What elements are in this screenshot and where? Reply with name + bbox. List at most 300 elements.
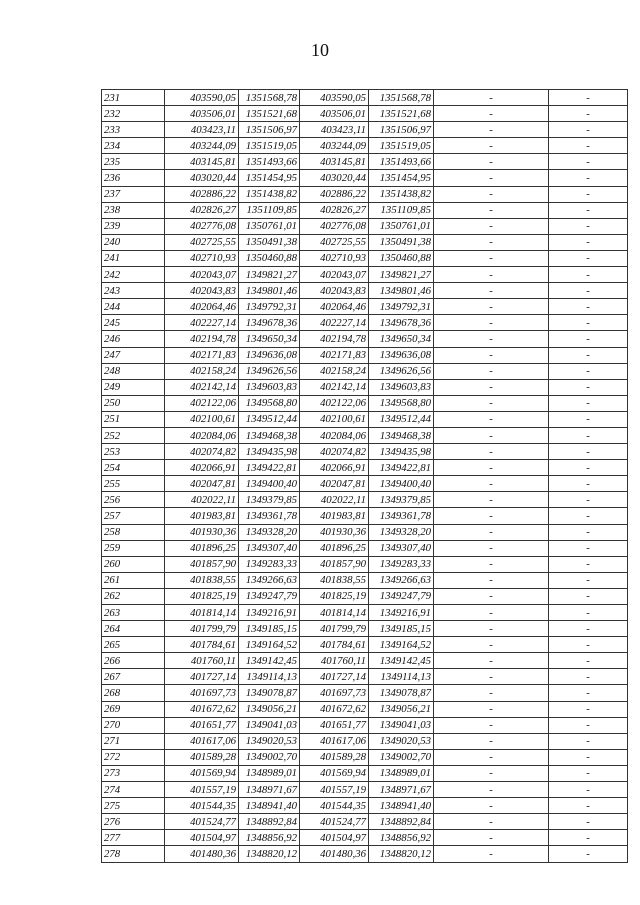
x-coordinate-alt-cell: 402194,78	[300, 331, 369, 347]
blank-cell-2: -	[549, 202, 628, 218]
y-coordinate-cell: 1351568,78	[239, 90, 300, 106]
x-coordinate-alt-cell: 403020,44	[300, 170, 369, 186]
blank-cell-2: -	[549, 782, 628, 798]
blank-cell-1: -	[434, 572, 549, 588]
x-coordinate-alt-cell: 401857,90	[300, 556, 369, 572]
point-number-cell: 242	[102, 267, 165, 283]
x-coordinate-alt-cell: 402171,83	[300, 347, 369, 363]
y-coordinate-cell: 1349512,44	[239, 411, 300, 427]
blank-cell-1: -	[434, 637, 549, 653]
x-coordinate-alt-cell: 401983,81	[300, 508, 369, 524]
blank-cell-2: -	[549, 540, 628, 556]
y-coordinate-cell: 1349400,40	[239, 476, 300, 492]
blank-cell-1: -	[434, 588, 549, 604]
blank-cell-1: -	[434, 605, 549, 621]
x-coordinate-alt-cell: 402826,27	[300, 202, 369, 218]
table-row	[102, 379, 628, 395]
point-number-cell: 278	[102, 846, 165, 862]
y-coordinate-cell: 1348892,84	[239, 814, 300, 830]
y-coordinate-alt-cell: 1349020,53	[369, 733, 434, 749]
blank-cell-1: -	[434, 283, 549, 299]
blank-cell-1: -	[434, 186, 549, 202]
point-number-cell: 245	[102, 315, 165, 331]
x-coordinate-alt-cell: 402047,81	[300, 476, 369, 492]
y-coordinate-alt-cell: 1349468,38	[369, 427, 434, 443]
point-number-cell: 263	[102, 605, 165, 621]
blank-cell-2: -	[549, 331, 628, 347]
table-row	[102, 621, 628, 637]
x-coordinate-cell: 402122,06	[165, 395, 239, 411]
table-row	[102, 411, 628, 427]
table-row	[102, 476, 628, 492]
blank-cell-1: -	[434, 814, 549, 830]
point-number-cell: 235	[102, 154, 165, 170]
blank-cell-2: -	[549, 234, 628, 250]
x-coordinate-cell: 401504,97	[165, 830, 239, 846]
x-coordinate-cell: 402047,81	[165, 476, 239, 492]
table-row	[102, 395, 628, 411]
y-coordinate-cell: 1349361,78	[239, 508, 300, 524]
blank-cell-2: -	[549, 363, 628, 379]
y-coordinate-alt-cell: 1349283,33	[369, 556, 434, 572]
x-coordinate-cell: 403244,09	[165, 138, 239, 154]
point-number-cell: 234	[102, 138, 165, 154]
x-coordinate-cell: 402158,24	[165, 363, 239, 379]
blank-cell-1: -	[434, 701, 549, 717]
point-number-cell: 246	[102, 331, 165, 347]
blank-cell-2: -	[549, 476, 628, 492]
table-row	[102, 508, 628, 524]
blank-cell-2: -	[549, 250, 628, 266]
y-coordinate-cell: 1349142,45	[239, 653, 300, 669]
blank-cell-2: -	[549, 572, 628, 588]
page-number: 10	[311, 40, 329, 60]
y-coordinate-alt-cell: 1349603,83	[369, 379, 434, 395]
table-row	[102, 186, 628, 202]
x-coordinate-alt-cell: 402122,06	[300, 395, 369, 411]
table-row	[102, 814, 628, 830]
blank-cell-1: -	[434, 444, 549, 460]
y-coordinate-alt-cell: 1349328,20	[369, 524, 434, 540]
blank-cell-2: -	[549, 749, 628, 765]
y-coordinate-alt-cell: 1348971,67	[369, 782, 434, 798]
y-coordinate-cell: 1349056,21	[239, 701, 300, 717]
x-coordinate-cell: 402084,06	[165, 427, 239, 443]
blank-cell-2: -	[549, 106, 628, 122]
y-coordinate-cell: 1350761,01	[239, 218, 300, 234]
table-row	[102, 782, 628, 798]
x-coordinate-alt-cell: 401672,62	[300, 701, 369, 717]
x-coordinate-alt-cell: 402227,14	[300, 315, 369, 331]
x-coordinate-alt-cell: 401930,36	[300, 524, 369, 540]
y-coordinate-cell: 1349164,52	[239, 637, 300, 653]
point-number-cell: 264	[102, 621, 165, 637]
x-coordinate-cell: 402710,93	[165, 250, 239, 266]
point-number-cell: 248	[102, 363, 165, 379]
y-coordinate-cell: 1349568,80	[239, 395, 300, 411]
blank-cell-2: -	[549, 653, 628, 669]
x-coordinate-cell: 402142,14	[165, 379, 239, 395]
point-number-cell: 266	[102, 653, 165, 669]
table-row	[102, 154, 628, 170]
y-coordinate-alt-cell: 1351519,05	[369, 138, 434, 154]
blank-cell-1: -	[434, 476, 549, 492]
y-coordinate-alt-cell: 1349636,08	[369, 347, 434, 363]
x-coordinate-cell: 403506,01	[165, 106, 239, 122]
y-coordinate-cell: 1349435,98	[239, 444, 300, 460]
blank-cell-2: -	[549, 669, 628, 685]
blank-cell-1: -	[434, 234, 549, 250]
x-coordinate-cell: 401697,73	[165, 685, 239, 701]
blank-cell-1: -	[434, 138, 549, 154]
point-number-cell: 254	[102, 460, 165, 476]
blank-cell-1: -	[434, 717, 549, 733]
blank-cell-2: -	[549, 701, 628, 717]
table-row	[102, 556, 628, 572]
table-row	[102, 427, 628, 443]
x-coordinate-cell: 402064,46	[165, 299, 239, 315]
blank-cell-2: -	[549, 315, 628, 331]
blank-cell-2: -	[549, 170, 628, 186]
point-number-cell: 277	[102, 830, 165, 846]
x-coordinate-cell: 401524,77	[165, 814, 239, 830]
y-coordinate-alt-cell: 1349185,15	[369, 621, 434, 637]
x-coordinate-cell: 403145,81	[165, 154, 239, 170]
point-number-cell: 267	[102, 669, 165, 685]
x-coordinate-cell: 401557,19	[165, 782, 239, 798]
table-row	[102, 653, 628, 669]
blank-cell-1: -	[434, 765, 549, 781]
point-number-cell: 268	[102, 685, 165, 701]
blank-cell-2: -	[549, 765, 628, 781]
x-coordinate-alt-cell: 402158,24	[300, 363, 369, 379]
y-coordinate-cell: 1349266,63	[239, 572, 300, 588]
x-coordinate-cell: 401838,55	[165, 572, 239, 588]
blank-cell-2: -	[549, 460, 628, 476]
table-row	[102, 749, 628, 765]
x-coordinate-alt-cell: 402043,07	[300, 267, 369, 283]
x-coordinate-alt-cell: 402100,61	[300, 411, 369, 427]
point-number-cell: 238	[102, 202, 165, 218]
y-coordinate-alt-cell: 1349512,44	[369, 411, 434, 427]
blank-cell-2: -	[549, 830, 628, 846]
blank-cell-1: -	[434, 170, 549, 186]
blank-cell-2: -	[549, 218, 628, 234]
point-number-cell: 260	[102, 556, 165, 572]
y-coordinate-cell: 1349216,91	[239, 605, 300, 621]
y-coordinate-alt-cell: 1349792,31	[369, 299, 434, 315]
blank-cell-2: -	[549, 717, 628, 733]
x-coordinate-alt-cell: 403145,81	[300, 154, 369, 170]
x-coordinate-cell: 402066,91	[165, 460, 239, 476]
table-row	[102, 830, 628, 846]
y-coordinate-alt-cell: 1349801,46	[369, 283, 434, 299]
point-number-cell: 261	[102, 572, 165, 588]
blank-cell-1: -	[434, 154, 549, 170]
y-coordinate-cell: 1348971,67	[239, 782, 300, 798]
table-row	[102, 669, 628, 685]
blank-cell-1: -	[434, 315, 549, 331]
point-number-cell: 250	[102, 395, 165, 411]
x-coordinate-alt-cell: 401480,36	[300, 846, 369, 862]
point-number-cell: 272	[102, 749, 165, 765]
x-coordinate-alt-cell: 401569,94	[300, 765, 369, 781]
y-coordinate-cell: 1349328,20	[239, 524, 300, 540]
y-coordinate-alt-cell: 1351568,78	[369, 90, 434, 106]
table-row	[102, 637, 628, 653]
x-coordinate-alt-cell: 401557,19	[300, 782, 369, 798]
y-coordinate-alt-cell: 1349307,40	[369, 540, 434, 556]
table-row	[102, 798, 628, 814]
table-row	[102, 701, 628, 717]
table-row	[102, 846, 628, 862]
x-coordinate-alt-cell: 403590,05	[300, 90, 369, 106]
x-coordinate-alt-cell: 403423,11	[300, 122, 369, 138]
point-number-cell: 247	[102, 347, 165, 363]
y-coordinate-cell: 1351506,97	[239, 122, 300, 138]
x-coordinate-cell: 401930,36	[165, 524, 239, 540]
y-coordinate-cell: 1349636,08	[239, 347, 300, 363]
y-coordinate-cell: 1349468,38	[239, 427, 300, 443]
x-coordinate-cell: 402100,61	[165, 411, 239, 427]
x-coordinate-alt-cell: 401760,11	[300, 653, 369, 669]
y-coordinate-cell: 1350460,88	[239, 250, 300, 266]
y-coordinate-cell: 1349002,70	[239, 749, 300, 765]
y-coordinate-alt-cell: 1349361,78	[369, 508, 434, 524]
table-row	[102, 347, 628, 363]
y-coordinate-alt-cell: 1349379,85	[369, 492, 434, 508]
y-coordinate-alt-cell: 1349247,79	[369, 588, 434, 604]
x-coordinate-alt-cell: 402074,82	[300, 444, 369, 460]
x-coordinate-alt-cell: 401896,25	[300, 540, 369, 556]
x-coordinate-alt-cell: 401504,97	[300, 830, 369, 846]
blank-cell-1: -	[434, 250, 549, 266]
point-number-cell: 240	[102, 234, 165, 250]
point-number-cell: 256	[102, 492, 165, 508]
point-number-cell: 274	[102, 782, 165, 798]
y-coordinate-cell: 1349650,34	[239, 331, 300, 347]
x-coordinate-cell: 401825,19	[165, 588, 239, 604]
point-number-cell: 243	[102, 283, 165, 299]
point-number-cell: 259	[102, 540, 165, 556]
y-coordinate-cell: 1349078,87	[239, 685, 300, 701]
blank-cell-1: -	[434, 508, 549, 524]
blank-cell-2: -	[549, 283, 628, 299]
x-coordinate-cell: 401814,14	[165, 605, 239, 621]
blank-cell-2: -	[549, 122, 628, 138]
point-number-cell: 265	[102, 637, 165, 653]
blank-cell-1: -	[434, 331, 549, 347]
x-coordinate-cell: 403590,05	[165, 90, 239, 106]
blank-cell-2: -	[549, 154, 628, 170]
x-coordinate-cell: 401672,62	[165, 701, 239, 717]
y-coordinate-cell: 1349020,53	[239, 733, 300, 749]
blank-cell-1: -	[434, 202, 549, 218]
blank-cell-1: -	[434, 798, 549, 814]
y-coordinate-alt-cell: 1351109,85	[369, 202, 434, 218]
x-coordinate-cell: 401799,79	[165, 621, 239, 637]
table-row	[102, 492, 628, 508]
blank-cell-2: -	[549, 733, 628, 749]
blank-cell-2: -	[549, 685, 628, 701]
y-coordinate-cell: 1351519,05	[239, 138, 300, 154]
x-coordinate-alt-cell: 402084,06	[300, 427, 369, 443]
blank-cell-1: -	[434, 685, 549, 701]
x-coordinate-alt-cell: 402064,46	[300, 299, 369, 315]
blank-cell-2: -	[549, 524, 628, 540]
point-number-cell: 269	[102, 701, 165, 717]
blank-cell-1: -	[434, 347, 549, 363]
table-row	[102, 250, 628, 266]
table-row	[102, 331, 628, 347]
point-number-cell: 249	[102, 379, 165, 395]
x-coordinate-alt-cell: 401544,35	[300, 798, 369, 814]
x-coordinate-alt-cell: 402142,14	[300, 379, 369, 395]
y-coordinate-cell: 1348989,01	[239, 765, 300, 781]
point-number-cell: 258	[102, 524, 165, 540]
y-coordinate-cell: 1349185,15	[239, 621, 300, 637]
blank-cell-1: -	[434, 830, 549, 846]
y-coordinate-cell: 1351454,95	[239, 170, 300, 186]
x-coordinate-alt-cell: 402066,91	[300, 460, 369, 476]
y-coordinate-alt-cell: 1349266,63	[369, 572, 434, 588]
table-row	[102, 138, 628, 154]
coordinates-table-body	[102, 90, 628, 863]
y-coordinate-alt-cell: 1351454,95	[369, 170, 434, 186]
y-coordinate-alt-cell: 1349216,91	[369, 605, 434, 621]
table-row	[102, 122, 628, 138]
y-coordinate-alt-cell: 1349056,21	[369, 701, 434, 717]
y-coordinate-cell: 1348856,92	[239, 830, 300, 846]
y-coordinate-cell: 1349379,85	[239, 492, 300, 508]
x-coordinate-alt-cell: 401727,14	[300, 669, 369, 685]
x-coordinate-cell: 402886,22	[165, 186, 239, 202]
y-coordinate-alt-cell: 1351438,82	[369, 186, 434, 202]
blank-cell-1: -	[434, 460, 549, 476]
x-coordinate-alt-cell: 401651,77	[300, 717, 369, 733]
blank-cell-2: -	[549, 138, 628, 154]
point-number-cell: 232	[102, 106, 165, 122]
y-coordinate-cell: 1351521,68	[239, 106, 300, 122]
blank-cell-1: -	[434, 524, 549, 540]
y-coordinate-alt-cell: 1350761,01	[369, 218, 434, 234]
blank-cell-2: -	[549, 605, 628, 621]
point-number-cell: 237	[102, 186, 165, 202]
blank-cell-2: -	[549, 411, 628, 427]
blank-cell-1: -	[434, 749, 549, 765]
y-coordinate-cell: 1349801,46	[239, 283, 300, 299]
x-coordinate-cell: 403423,11	[165, 122, 239, 138]
blank-cell-2: -	[549, 347, 628, 363]
y-coordinate-cell: 1348941,40	[239, 798, 300, 814]
x-coordinate-cell: 401857,90	[165, 556, 239, 572]
x-coordinate-cell: 401784,61	[165, 637, 239, 653]
table-row	[102, 218, 628, 234]
x-coordinate-alt-cell: 402725,55	[300, 234, 369, 250]
point-number-cell: 251	[102, 411, 165, 427]
point-number-cell: 244	[102, 299, 165, 315]
point-number-cell: 273	[102, 765, 165, 781]
blank-cell-1: -	[434, 218, 549, 234]
x-coordinate-alt-cell: 402022,11	[300, 492, 369, 508]
x-coordinate-alt-cell: 402776,08	[300, 218, 369, 234]
y-coordinate-alt-cell: 1349626,56	[369, 363, 434, 379]
blank-cell-2: -	[549, 588, 628, 604]
y-coordinate-alt-cell: 1349078,87	[369, 685, 434, 701]
table-row	[102, 90, 628, 106]
table-row	[102, 267, 628, 283]
x-coordinate-cell: 403020,44	[165, 170, 239, 186]
y-coordinate-cell: 1349422,81	[239, 460, 300, 476]
blank-cell-1: -	[434, 621, 549, 637]
y-coordinate-cell: 1351493,66	[239, 154, 300, 170]
table-row	[102, 733, 628, 749]
point-number-cell: 253	[102, 444, 165, 460]
x-coordinate-alt-cell: 401799,79	[300, 621, 369, 637]
point-number-cell: 275	[102, 798, 165, 814]
blank-cell-1: -	[434, 411, 549, 427]
table-row	[102, 605, 628, 621]
coordinates-table	[101, 89, 628, 863]
y-coordinate-alt-cell: 1349435,98	[369, 444, 434, 460]
y-coordinate-cell: 1349247,79	[239, 588, 300, 604]
y-coordinate-cell: 1351109,85	[239, 202, 300, 218]
x-coordinate-alt-cell: 401524,77	[300, 814, 369, 830]
x-coordinate-alt-cell: 401838,55	[300, 572, 369, 588]
y-coordinate-cell: 1349821,27	[239, 267, 300, 283]
table-row	[102, 765, 628, 781]
y-coordinate-alt-cell: 1349650,34	[369, 331, 434, 347]
table-row	[102, 540, 628, 556]
blank-cell-2: -	[549, 427, 628, 443]
table-row	[102, 460, 628, 476]
x-coordinate-alt-cell: 401814,14	[300, 605, 369, 621]
y-coordinate-alt-cell: 1349821,27	[369, 267, 434, 283]
x-coordinate-alt-cell: 403244,09	[300, 138, 369, 154]
table-row	[102, 170, 628, 186]
y-coordinate-alt-cell: 1349041,03	[369, 717, 434, 733]
x-coordinate-cell: 402725,55	[165, 234, 239, 250]
y-coordinate-alt-cell: 1349400,40	[369, 476, 434, 492]
table-row	[102, 283, 628, 299]
blank-cell-1: -	[434, 106, 549, 122]
y-coordinate-alt-cell: 1348941,40	[369, 798, 434, 814]
x-coordinate-alt-cell: 402886,22	[300, 186, 369, 202]
y-coordinate-alt-cell: 1349002,70	[369, 749, 434, 765]
y-coordinate-alt-cell: 1349678,36	[369, 315, 434, 331]
blank-cell-1: -	[434, 556, 549, 572]
blank-cell-1: -	[434, 540, 549, 556]
table-row	[102, 685, 628, 701]
x-coordinate-cell: 402074,82	[165, 444, 239, 460]
x-coordinate-cell: 402194,78	[165, 331, 239, 347]
y-coordinate-alt-cell: 1350460,88	[369, 250, 434, 266]
blank-cell-1: -	[434, 846, 549, 862]
x-coordinate-alt-cell: 401617,06	[300, 733, 369, 749]
point-number-cell: 241	[102, 250, 165, 266]
blank-cell-2: -	[549, 492, 628, 508]
y-coordinate-cell: 1349626,56	[239, 363, 300, 379]
blank-cell-2: -	[549, 186, 628, 202]
blank-cell-1: -	[434, 363, 549, 379]
point-number-cell: 252	[102, 427, 165, 443]
point-number-cell: 239	[102, 218, 165, 234]
x-coordinate-cell: 401983,81	[165, 508, 239, 524]
y-coordinate-alt-cell: 1348820,12	[369, 846, 434, 862]
y-coordinate-alt-cell: 1350491,38	[369, 234, 434, 250]
x-coordinate-cell: 401569,94	[165, 765, 239, 781]
blank-cell-2: -	[549, 299, 628, 315]
